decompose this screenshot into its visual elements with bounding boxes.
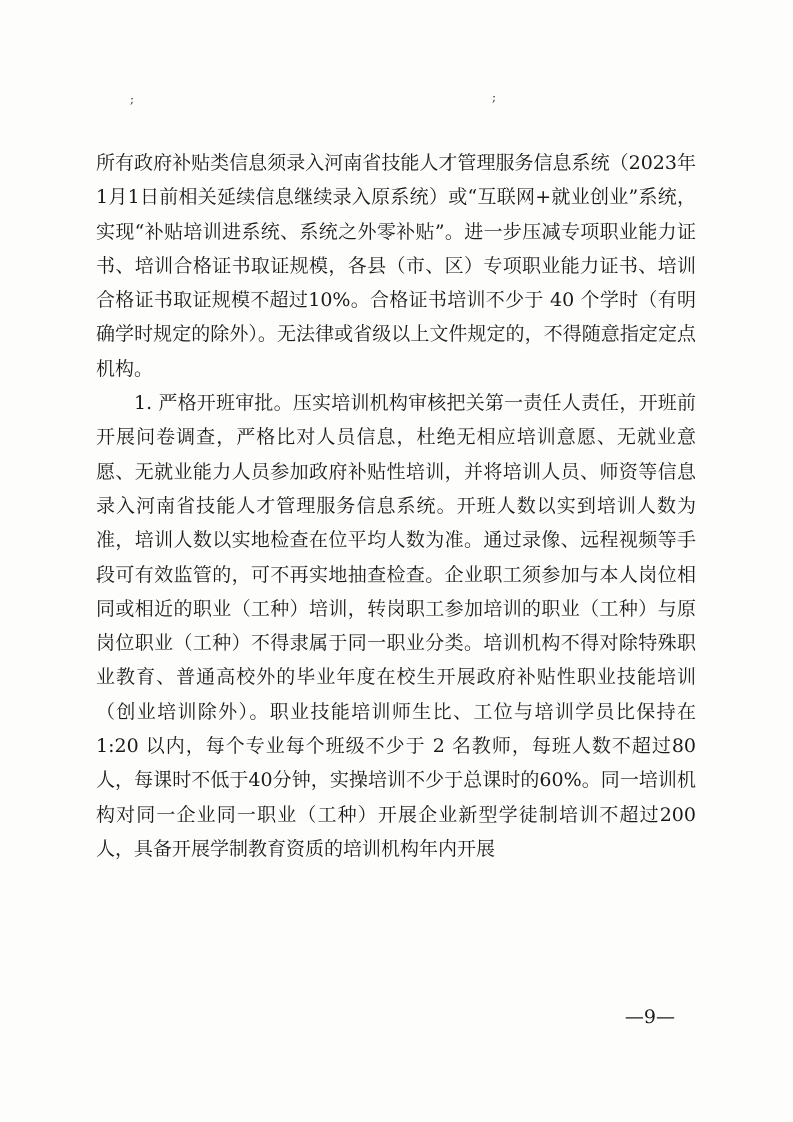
body-text: [96, 146, 696, 866]
paragraph-strict-class-approval: 1. 严格开班审批。压实培训机构审核把关第一责任人责任，开班前开展问卷调查，严格比对人员信息，杜绝无相应培训意愿、无就业意愿、无就业能力人员参加政府补贴性培训，并将培训人员、师资等信息录入河南省技能人才管理服务信息系统。开班人数以实到培训人数为准，培训人数以实地检查在位平均人数为准。通过录像、远程视频等手段可有效监管的，可不再实地抽查检查。企业职工须参加与本人岗位相同或相近的职业（工种）培训，转岗职工参加培训的职业（工种）与原岗位职业（工种）不得隶属于同一职业分类。培训机构不得对除特殊职业教育、普通高校外的毕业年度在校生开展政府补贴性职业技能培训（创业培训除外）。职业技能培训师生比、工位与培训学员比保持在 1:20 以内，每个专业每个班级不少于 2 名教师，每班人数不超过80人，每课时不低于40分钟，实操培训不少于总课时的60%。同一培训机构对同一企业同一职业（工种）开展企业新型学徒制培训不超过200人，具备开展学制教育资质的培训机构年内开展: [96, 392, 696, 860]
scan-mark-left: ;: [130, 92, 135, 106]
page-number: —9—: [624, 1006, 675, 1028]
paragraph-continuation: 所有政府补贴类信息须录入河南省技能人才管理服务信息系统（2023年1月1日前相关延续信息继续录入原系统）或“互联网+就业创业”系统，实现“补贴培训进系统、系统之外零补贴”。进一步压减专项职业能力证书、培训合格证书取证规模，各县（市、区）专项职业能力证书、培训合格证书取证规模不超过10%。合格证书培训不少于 40 个学时（有明确学时规定的除外）。无法律或省级以上文件规定的，不得随意指定定点机构。: [96, 152, 696, 380]
scan-mark-right: ;: [492, 90, 497, 104]
